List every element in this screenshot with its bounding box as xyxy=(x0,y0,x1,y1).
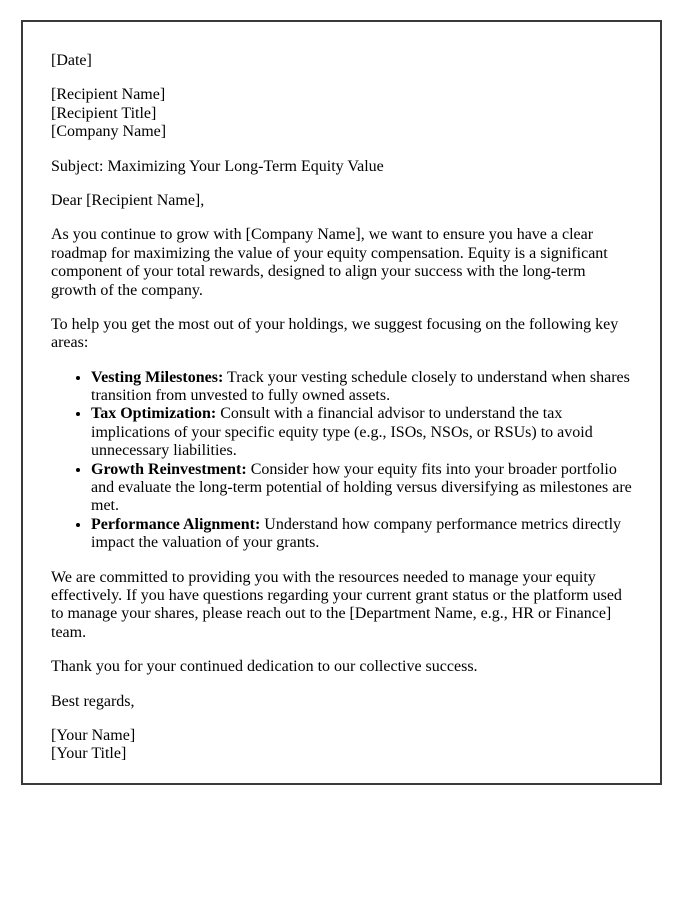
signature-title: [Your Title] xyxy=(51,745,127,763)
recipient-title: [Recipient Title] xyxy=(51,104,157,122)
key-area-item xyxy=(91,461,632,516)
paragraph-lead-in: To help you get the most out of your holdings, we suggest focusing on the following key areas: xyxy=(51,315,619,352)
key-area-item xyxy=(91,369,632,406)
paragraph-intro: As you continue to grow with [Company Name], we want to ensure you have a clear roadmap for maximizing the value of your equity compensation. Equity is a significant component of your total rewards, designed to align your success with the long-term growth of the company. xyxy=(51,226,608,299)
subject-line: Subject: Maximizing Your Long-Term Equity Value xyxy=(51,157,384,175)
recipient-name: [Recipient Name] xyxy=(51,86,166,104)
paragraph-support: We are committed to providing you with the resources needed to manage your equity effectively. If you have questions regarding your current grant status or the platform used to manage your shares, please reach out to the [Department Name, e.g., HR or Finance] team. xyxy=(51,568,622,641)
signature-name: [Your Name] xyxy=(51,726,136,744)
recipient-block xyxy=(51,86,632,141)
paragraph-thanks: Thank you for your continued dedication to our collective success. xyxy=(51,658,478,676)
key-area-item xyxy=(91,516,632,553)
key-area-label: Vesting Milestones: xyxy=(91,368,224,386)
letter-document xyxy=(21,20,662,785)
key-areas-list xyxy=(51,369,632,553)
key-area-text: Consider how your equity fits into your broader portfolio and evaluate the long-term potential of holding versus diversifying as milestones are met. xyxy=(91,460,632,515)
signature-block xyxy=(51,727,632,764)
key-area-label: Tax Optimization: xyxy=(91,405,217,423)
closing: Best regards, xyxy=(51,692,135,710)
date-line: [Date] xyxy=(51,52,92,69)
key-area-label: Performance Alignment: xyxy=(91,515,261,533)
salutation: Dear [Recipient Name], xyxy=(51,191,205,209)
key-area-label: Growth Reinvestment: xyxy=(91,460,247,478)
key-area-text: Understand how company performance metrics directly impact the valuation of your grants. xyxy=(91,515,622,552)
key-area-text: Consult with a financial advisor to understand the tax implications of your specific equity type (e.g., ISOs, NSOs, or RSUs) to avoid unnecessary liabilities. xyxy=(91,405,593,460)
key-area-text: Track your vesting schedule closely to understand when shares transition from unvested to fully owned assets. xyxy=(91,368,630,405)
key-area-item xyxy=(91,405,632,460)
recipient-company: [Company Name] xyxy=(51,123,167,141)
